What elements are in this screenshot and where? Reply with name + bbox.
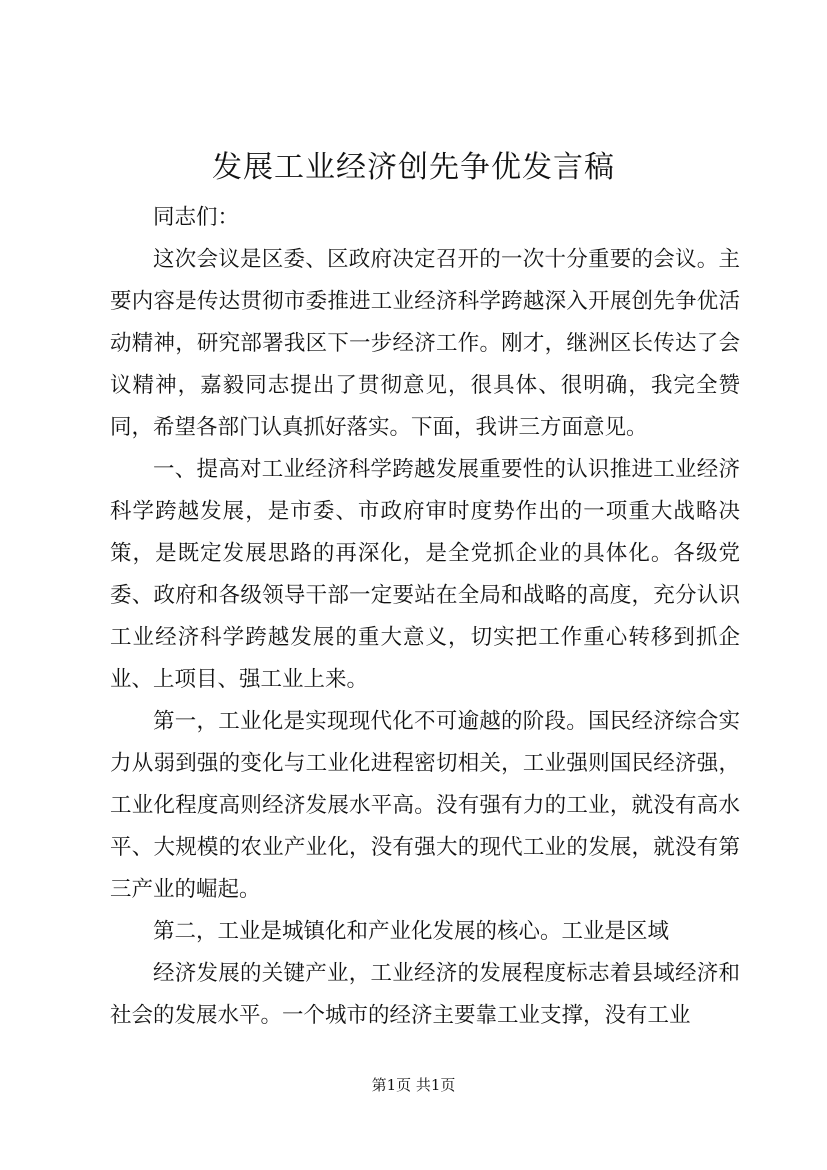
page-footer: 第1页 共1页: [371, 1076, 456, 1094]
greeting: 同志们：: [153, 205, 240, 230]
paragraph-3: 第一，工业化是实现现代化不可逾越的阶段。国民经济综合实力从弱到强的变化与工业化进程密切相关，工业强则国民经济强，工业化程度高则经济发展水平高。没有强有力的工业，就没有高水平、大规模的农业产业化，没有强大的现代工业的发展，就没有第三产业的崛起。: [110, 709, 740, 902]
paragraph-4: 第二，工业是城镇化和产业化发展的核心。工业是区域: [153, 919, 670, 944]
document-title: 发展工业经济创先争优发言稿: [212, 150, 615, 185]
paragraph-5: 经济发展的关键产业，工业经济的发展程度标志着县域经济和社会的发展水平。一个城市的经济主要靠工业支撑，没有工业: [110, 961, 740, 1028]
document-body: [110, 197, 740, 1037]
paragraph-1: 这次会议是区委、区政府决定召开的一次十分重要的会议。主要内容是传达贯彻市委推进工业经济科学跨越深入开展创先争优活动精神，研究部署我区下一步经济工作。刚才，继洲区长传达了会议精神，嘉毅同志提出了贯彻意见，很具体、很明确，我完全赞同，希望各部门认真抓好落实。下面，我讲三方面意见。: [110, 247, 740, 440]
paragraph-2: 一、提高对工业经济科学跨越发展重要性的认识推进工业经济科学跨越发展，是市委、市政府审时度势作出的一项重大战略决策，是既定发展思路的再深化，是全党抓企业的具体化。各级党委、政府和各级领导干部一定要站在全局和战略的高度，充分认识工业经济科学跨越发展的重大意义，切实把工作重心转移到抓企业、上项目、强工业上来。: [110, 457, 740, 692]
